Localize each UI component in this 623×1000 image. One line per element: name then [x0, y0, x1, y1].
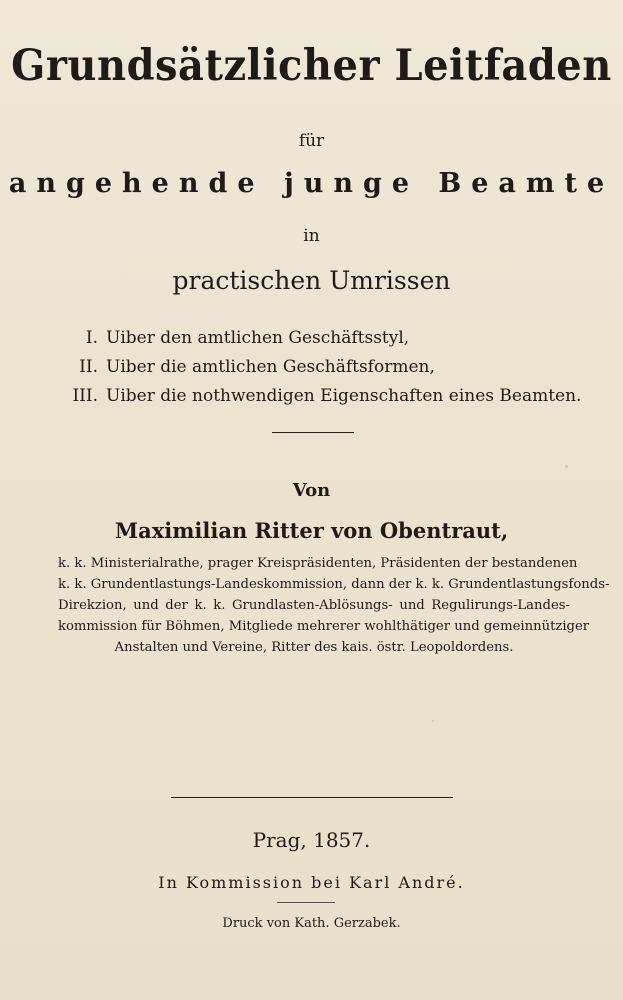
author-titles [58, 553, 610, 658]
paper-speck [432, 720, 434, 722]
practical-outline: practischen Umrissen [172, 266, 451, 295]
place-and-year: Prag, 1857. [252, 828, 371, 852]
section-item [60, 382, 600, 411]
printer-note: Druck von Kath. Gerzabek. [222, 916, 401, 931]
paper-speck [565, 465, 568, 468]
book-title: Grundsätzlicher Leitfaden [11, 40, 612, 91]
section-text: Uiber den amtlichen Geschäftsstyl, [106, 328, 410, 348]
author-name: Maximilian Ritter von Obentraut, [114, 518, 509, 543]
von-label: Von [292, 480, 331, 501]
author-titles-line: k. k. Ministerialrathe, prager Kreispräsidenten, Präsidenten der bestandenen [58, 556, 578, 571]
section-number: II. [79, 357, 98, 377]
commission-note: In Kommission bei Karl André. [158, 873, 465, 892]
paper-speck [120, 532, 122, 534]
section-text: Uiber die amtlichen Geschäftsformen, [106, 357, 435, 377]
author-titles-line: k. k. Grundentlastungs-Landeskommission, dann der k. k. Grundentlastungsfonds- [58, 577, 610, 592]
author-titles-line: Anstalten und Vereine, Ritter des kais. östr. Leopoldordens. [114, 640, 514, 655]
divider-long [171, 797, 453, 798]
word-fuer: für [298, 131, 325, 151]
section-number: I. [85, 328, 98, 348]
section-item [60, 353, 600, 382]
author-titles-line: kommission für Böhmen, Mitgliede mehrerer wohlthätiger und gemeinnütziger [58, 619, 590, 634]
author-titles-line: Direkzion, und der k. k. Grundlasten-Ablösungs- und Regulirungs-Landes- [58, 598, 570, 613]
book-subtitle: angehende junge Beamte [8, 168, 615, 199]
section-text: Uiber die nothwendigen Eigenschaften eines Beamten. [106, 386, 582, 406]
divider-short [272, 432, 354, 433]
divider-small [277, 902, 335, 903]
section-number: III. [72, 386, 98, 406]
section-list [60, 324, 600, 411]
section-item [60, 324, 600, 353]
word-in: in [303, 226, 320, 246]
